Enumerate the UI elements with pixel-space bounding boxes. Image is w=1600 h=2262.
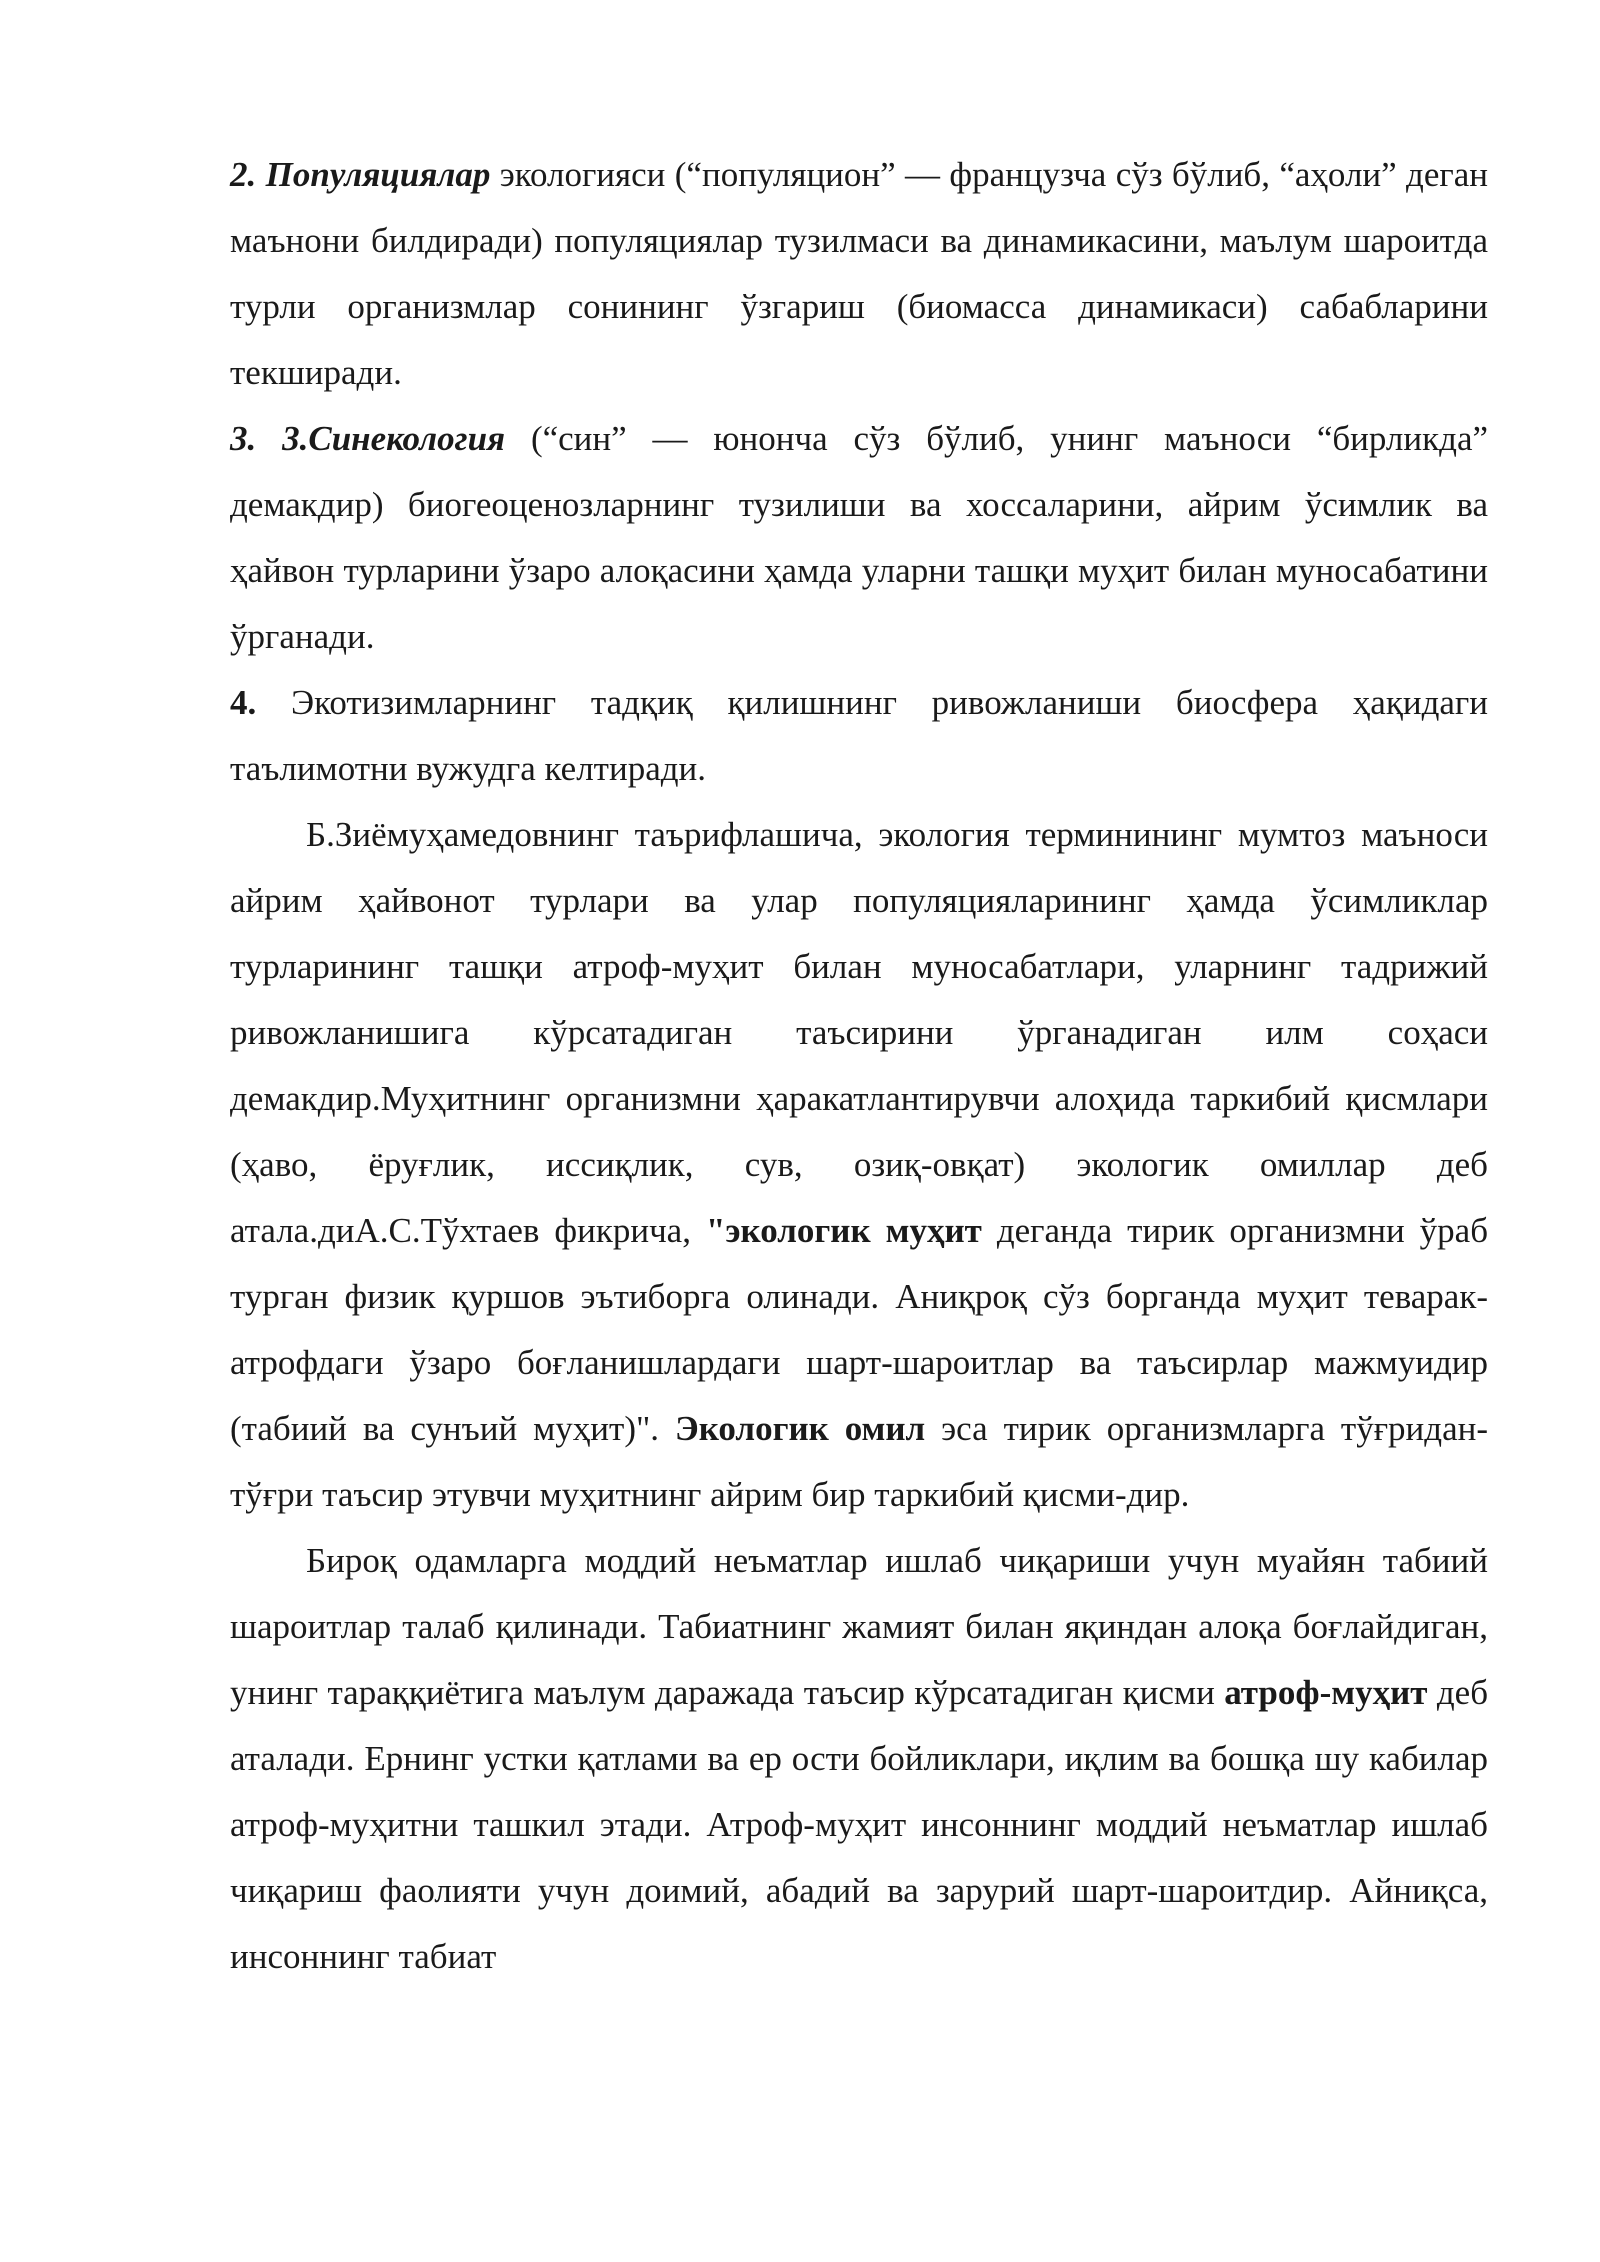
paragraph-ecosystems: [230, 670, 1488, 802]
paragraph-text: Бироқ одамларга моддий неъматлар ишлаб чиқариши учун муайян табиий шароитлар талаб қилинади. Табиатнинг жамият билан яқиндан алоқа боғлайдиган, унинг тараққиётига маълум даражада таъсир кўрсатадиган қисми: [230, 1541, 1488, 1712]
paragraph-text: деганда тирик организмни ўраб турган физик қуршов эътиборга олинади. Аниқроқ сўз борганда муҳит теварак-атрофдаги ўзаро боғланишлардаги шарт-шароитлар ва таъсирлар мажмуидир (табиий ва сунъий муҳит)".: [230, 1211, 1489, 1448]
paragraph-number: 4.: [230, 683, 257, 722]
paragraph-environment: [230, 1528, 1488, 1990]
paragraph-synecology: [230, 406, 1488, 670]
paragraph-text: деб аталади. Ернинг устки қатлами ва ер ости бойликлари, иқлим ва бошқа шу кабилар атроф-муҳитни ташкил этади. Атроф-муҳит инсоннинг моддий неъматлар ишлаб чиқариш фаолияти учун доимий, абадий ва зарурий шарт-шароитдир. Айниқса, инсоннинг табиат: [230, 1673, 1489, 1976]
paragraph-number: 2.: [230, 155, 257, 194]
term-populations: Популяциялар: [265, 155, 491, 194]
paragraph-text: экологияси (“популяцион” — французча сўз бўлиб, “аҳоли” деган маънони билдиради) популяциялар тузилмаси ва динамикасини, маълум шароитда турли организмлар сонининг ўзгариш (биомасса динамикаси) сабабларини текширади.: [230, 155, 1489, 392]
document-page: [230, 142, 1488, 1990]
paragraph-populations: [230, 142, 1488, 406]
paragraph-text: Б.Зиёмуҳамедовнинг таърифлашича, экология терминининг мумтоз маъноси айрим ҳайвонот турлари ва улар популяцияларининг ҳамда ўсимликлар турларининг ташқи атроф-муҳит билан муносабатлари, уларнинг тадрижий ривожланишига кўрсатадиган таъсирини ўрганадиган илм соҳаси демакдир.Муҳитнинг организмни ҳаракатлантирувчи алоҳида таркибий қисмлари (ҳаво, ёруғлик, иссиқлик, сув, озиқ-овқат) экологик омиллар деб атала.диА.С.Тўхтаев фикрича,: [230, 815, 1488, 1250]
paragraph-number: 3.: [230, 419, 257, 458]
paragraph-ecology-definition: [230, 802, 1488, 1528]
term-ecological-factor: Экологик омил: [674, 1409, 926, 1448]
paragraph-text: Экотизимларнинг тадқиқ қилишнинг ривожланиши биосфера ҳақидаги таълимотни вужудга келтиради.: [230, 683, 1488, 788]
term-synecology: 3.Синекология: [282, 419, 506, 458]
paragraph-text: эса тирик организмларга тўғридан-тўғри таъсир этувчи муҳитнинг айрим бир таркибий қисми-дир.: [230, 1409, 1489, 1514]
term-ecological-environment: "экологик муҳит: [705, 1211, 982, 1250]
paragraph-text: (“син” — юнонча сўз бўлиб, унинг маъноси “бирликда” демакдир) биогеоценозларнинг тузилиши ва хоссаларини, айрим ўсимлик ва ҳайвон турларини ўзаро алоқасини ҳамда уларни ташқи муҳит билан муносабатини ўрганади.: [230, 419, 1489, 656]
term-environment: атроф-муҳит: [1224, 1673, 1428, 1712]
